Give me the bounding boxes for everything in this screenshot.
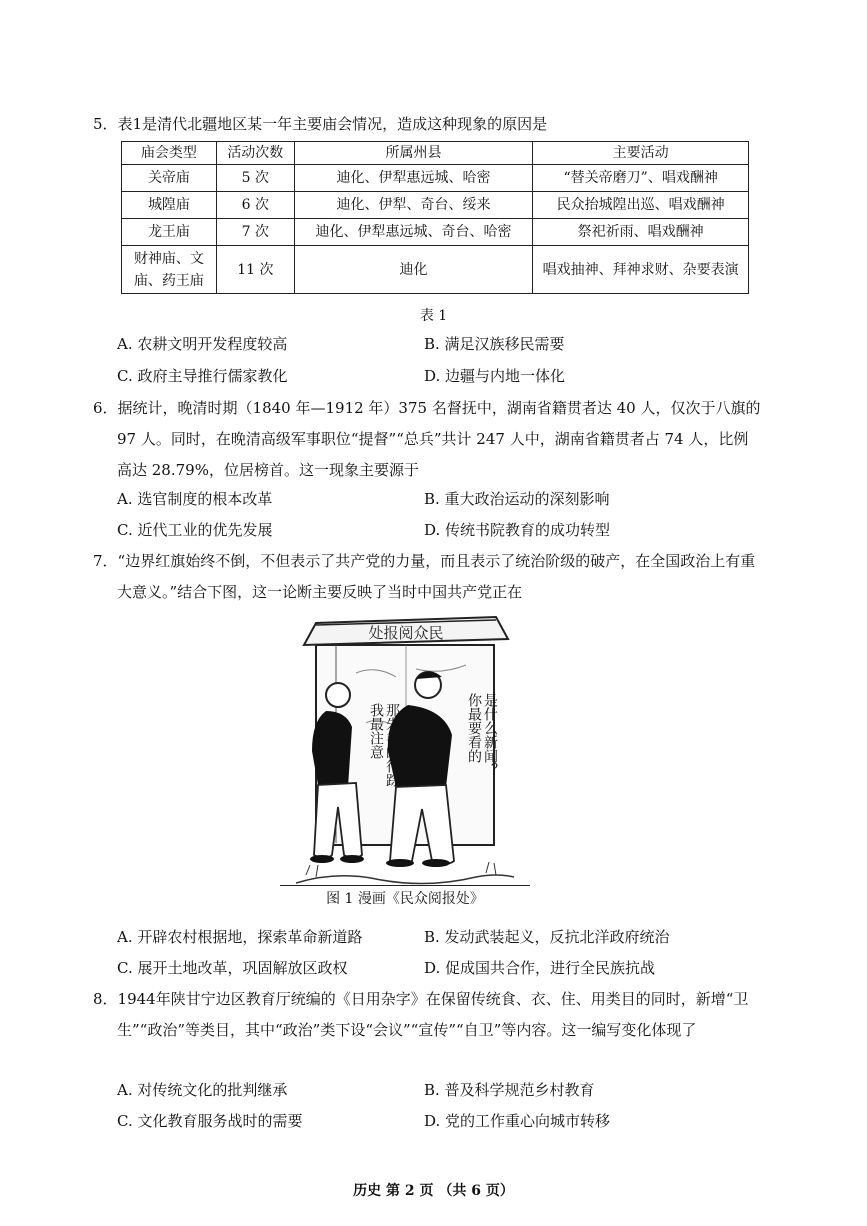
- option-b[interactable]: B. 重大政治运动的深刻影响: [424, 490, 610, 508]
- table-cell: 迪化: [294, 246, 533, 294]
- option-a[interactable]: A. 选官制度的根本改革: [117, 490, 273, 508]
- table-cell: 财神庙、文庙、药王庙: [122, 246, 217, 294]
- option-a[interactable]: A. 开辟农村根据地，探索革命新道路: [117, 928, 363, 946]
- question-5: [93, 109, 761, 140]
- table-cell: 民众抬城隍出巡、唱戏酬神: [533, 192, 749, 219]
- figure-caption: 图 1 漫画《民众阅报处》: [280, 885, 530, 908]
- table-row: [122, 192, 749, 219]
- question-7: [93, 546, 761, 608]
- table-cell: 城隍庙: [122, 192, 217, 219]
- option-a[interactable]: A. 农耕文明开发程度较高: [117, 335, 288, 353]
- option-d[interactable]: D. 传统书院教育的成功转型: [424, 521, 611, 539]
- option-b[interactable]: B. 发动武装起义，反抗北洋政府统治: [424, 928, 670, 946]
- option-c[interactable]: C. 文化教育服务战时的需要: [117, 1112, 303, 1130]
- table-cell: 7 次: [216, 219, 294, 246]
- question-5-stem: 5．表1是清代北疆地区某一年主要庙会情况，造成这种现象的原因是: [93, 115, 548, 133]
- option-c[interactable]: C. 展开土地改革，巩固解放区政权: [117, 959, 348, 977]
- question-6: [93, 393, 761, 486]
- question-7-stem: 7．“边界红旗始终不倒，不但表示了共产党的力量，而且表示了统治阶级的破产，在全国政治上有重大意义。”结合下图，这一论断主要反映了当时中国共产党正在: [93, 552, 756, 601]
- table-caption: 表 1: [419, 308, 448, 324]
- question-6-stem: 6．据统计，晚清时期（1840 年—1912 年）375 名督抚中，湖南省籍贯者达 40 人，仅次于八旗的 97 人。同时，在晚清高级军事职位“提督”“总兵”共计 247 人中，湖南省籍贯者占 74 人，比例高达 28.79%，位居榜首。这一现象主要源于: [93, 399, 761, 479]
- table-row: [122, 165, 749, 192]
- cartoon-speech-left-1: 我最注意: [368, 703, 384, 759]
- temple-fair-table: [121, 141, 749, 294]
- table-cell: 唱戏抽神、拜神求财、杂要表演: [533, 246, 749, 294]
- table-cell: 5 次: [216, 165, 294, 192]
- table-row: [122, 219, 749, 246]
- table-header: 主要活动: [533, 142, 749, 165]
- cartoon-sign: 处报阅众民: [368, 624, 444, 642]
- table-cell: 关帝庙: [122, 165, 217, 192]
- table-header: 所属州县: [294, 142, 533, 165]
- table-cell: 迪化、伊犁惠远城、哈密: [294, 165, 533, 192]
- table-header: 庙会类型: [122, 142, 217, 165]
- table-cell: 6 次: [216, 192, 294, 219]
- table-header-row: [122, 142, 749, 165]
- table-header: 活动次数: [216, 142, 294, 165]
- table-cell: 迪化、伊犁、奇台、绥来: [294, 192, 533, 219]
- cartoon-speech-right-1: 你最要看的: [466, 693, 482, 763]
- table-row: [122, 246, 749, 294]
- option-d[interactable]: D. 边疆与内地一体化: [424, 367, 566, 385]
- table-cell: 祭祀祈雨、唱戏酬神: [533, 219, 749, 246]
- option-c[interactable]: C. 政府主导推行儒家教化: [117, 367, 288, 385]
- option-c[interactable]: C. 近代工业的优先发展: [117, 521, 273, 539]
- option-a[interactable]: A. 对传统文化的批判继承: [117, 1081, 288, 1099]
- cartoon-speech-left-2: 那朱毛的行踪: [384, 703, 400, 787]
- table-cell: 迪化、伊犁惠远城、奇台、哈密: [294, 219, 533, 246]
- question-8: [93, 984, 761, 1046]
- option-b[interactable]: B. 普及科学规范乡村教育: [424, 1081, 595, 1099]
- cartoon-image: [296, 613, 514, 889]
- option-d[interactable]: D. 党的工作重心向城市转移: [424, 1112, 611, 1130]
- cartoon-speech-right-2: 是什么新闻？: [482, 693, 498, 777]
- table-cell: 龙王庙: [122, 219, 217, 246]
- page-footer: 历史 第 2 页 （共 6 页）: [353, 1183, 514, 1199]
- option-d[interactable]: D. 促成国共合作，进行全民族抗战: [424, 959, 656, 977]
- option-b[interactable]: B. 满足汉族移民需要: [424, 335, 565, 353]
- table-cell: “替关帝磨刀”、唱戏酬神: [533, 165, 749, 192]
- table-cell: 11 次: [216, 246, 294, 294]
- question-8-stem: 8．1944年陕甘宁边区教育厅统编的《日用杂字》在保留传统食、衣、住、用类目的同时，新增“卫生”“政治”等类目，其中“政治”类下设“会议”“宣传”“自卫”等内容。这一编写变化体现了: [93, 990, 749, 1039]
